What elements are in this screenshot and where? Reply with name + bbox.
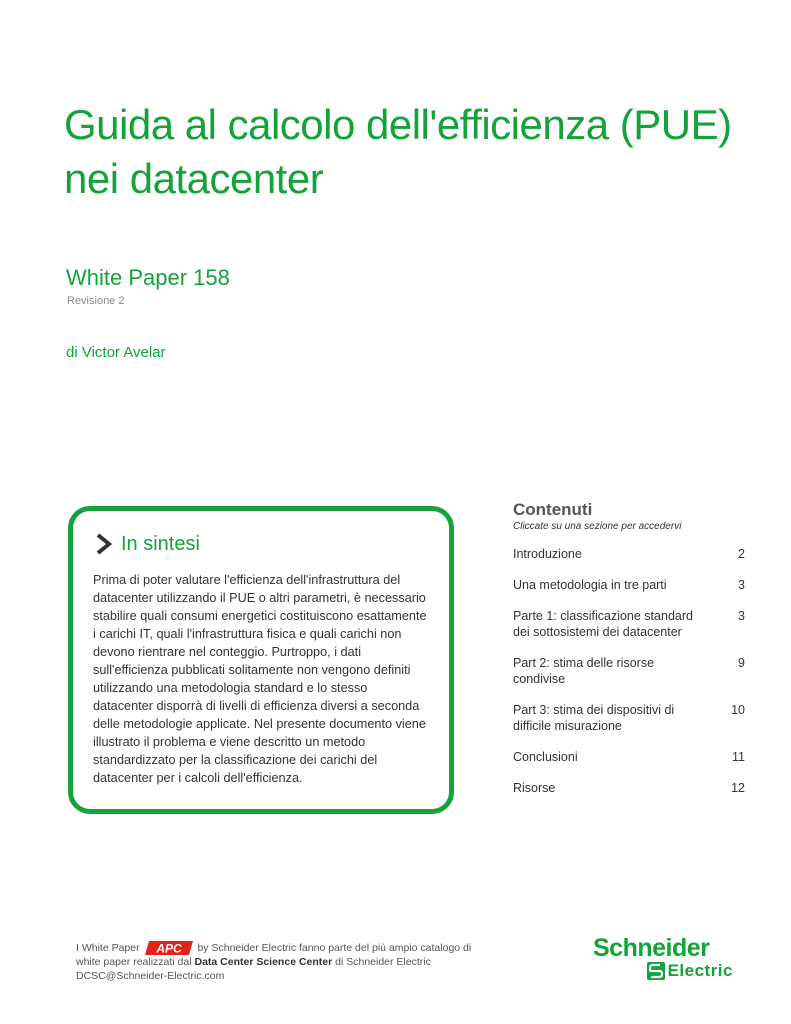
summary-title: In sintesi [121,532,200,555]
table-of-contents [513,500,745,811]
schneider-leaf-icon [647,962,665,980]
toc-subtitle: Cliccate su una sezione per accedervi [513,521,682,532]
footer-line2-post: di Schneider Electric [335,956,431,969]
toc-item-label: Part 2: stima delle risorse condivise [513,656,655,686]
summary-box [68,506,454,814]
toc-item-page: 3 [738,578,745,592]
toc-item-metodologia[interactable] [513,577,745,593]
toc-item-page: 12 [731,781,745,795]
document-title: Guida al calcolo dell'efficienza (PUE) nei datacenter [64,101,732,202]
logo-schneider-text: Schneider [593,934,710,962]
toc-item-label: Una metodologia in tre parti [513,578,667,592]
toc-item-part-2[interactable] [513,655,745,687]
toc-item-risorse[interactable] [513,780,745,796]
toc-item-conclusioni[interactable] [513,749,745,765]
footer-dcsc-name: Data Center Science Center [194,956,333,969]
chevron-right-icon [93,533,115,555]
toc-title: Contenuti [513,500,593,519]
toc-item-label: Conclusioni [513,750,578,764]
toc-item-label: Part 3: stima dei dispositivi di difficile misurazione [513,703,675,733]
logo-bottom-row [593,961,733,981]
toc-item-page: 10 [731,703,745,717]
svg-text:APC: APC [155,941,182,956]
footer-note [76,941,516,983]
white-paper-number: White Paper 158 [66,265,230,290]
revision-label: Revisione 2 [67,295,125,307]
toc-item-introduzione[interactable] [513,546,745,562]
toc-item-page: 11 [732,750,745,764]
summary-text: Prima di poter valutare l'efficienza dell'infrastruttura del datacenter utilizzando il PUE o altri parametri, è necessario stabilire quali consumi energetici costituiscono esattamente i carichi IT, quali l'infrastruttura fisica e quali carichi non devono rientrare nel conteggio. Purtroppo, i dati sull'efficienza pubblicati solitamente non vengono definiti utilizzando una metodologia standard e lo stesso datacenter disporrà di livelli di efficienza diversi a seconda delle metodologie applicate. Nel presente documento viene illustrato il problema e viene descritto un metodo standardizzato per la classificazione dei carichi del datacenter per i calcoli dell'efficienza. [93,573,427,785]
apc-logo [145,941,193,955]
toc-item-label: Parte 1: classificazione standard dei sottosistemi dei datacenter [513,609,693,639]
toc-item-parte-1[interactable] [513,608,745,640]
footer-line1: by Schneider Electric fanno parte del più ampio catalogo di [197,942,472,954]
footer-line2-pre: white paper realizzati dal [76,956,192,969]
footer-prefix: I White Paper [76,942,140,954]
toc-item-part-3[interactable] [513,702,745,734]
footer-email[interactable]: DCSC@Schneider-Electric.com [76,970,225,983]
author-line: di Victor Avelar [66,344,166,361]
toc-item-label: Risorse [513,781,556,795]
logo-electric-text: Electric [667,961,733,980]
toc-item-page: 3 [738,609,745,623]
toc-list [513,546,745,796]
toc-item-label: Introduzione [513,547,582,561]
toc-item-page: 9 [738,656,745,670]
summary-header [93,529,429,559]
toc-item-page: 2 [738,547,745,561]
schneider-electric-logo [593,935,733,981]
